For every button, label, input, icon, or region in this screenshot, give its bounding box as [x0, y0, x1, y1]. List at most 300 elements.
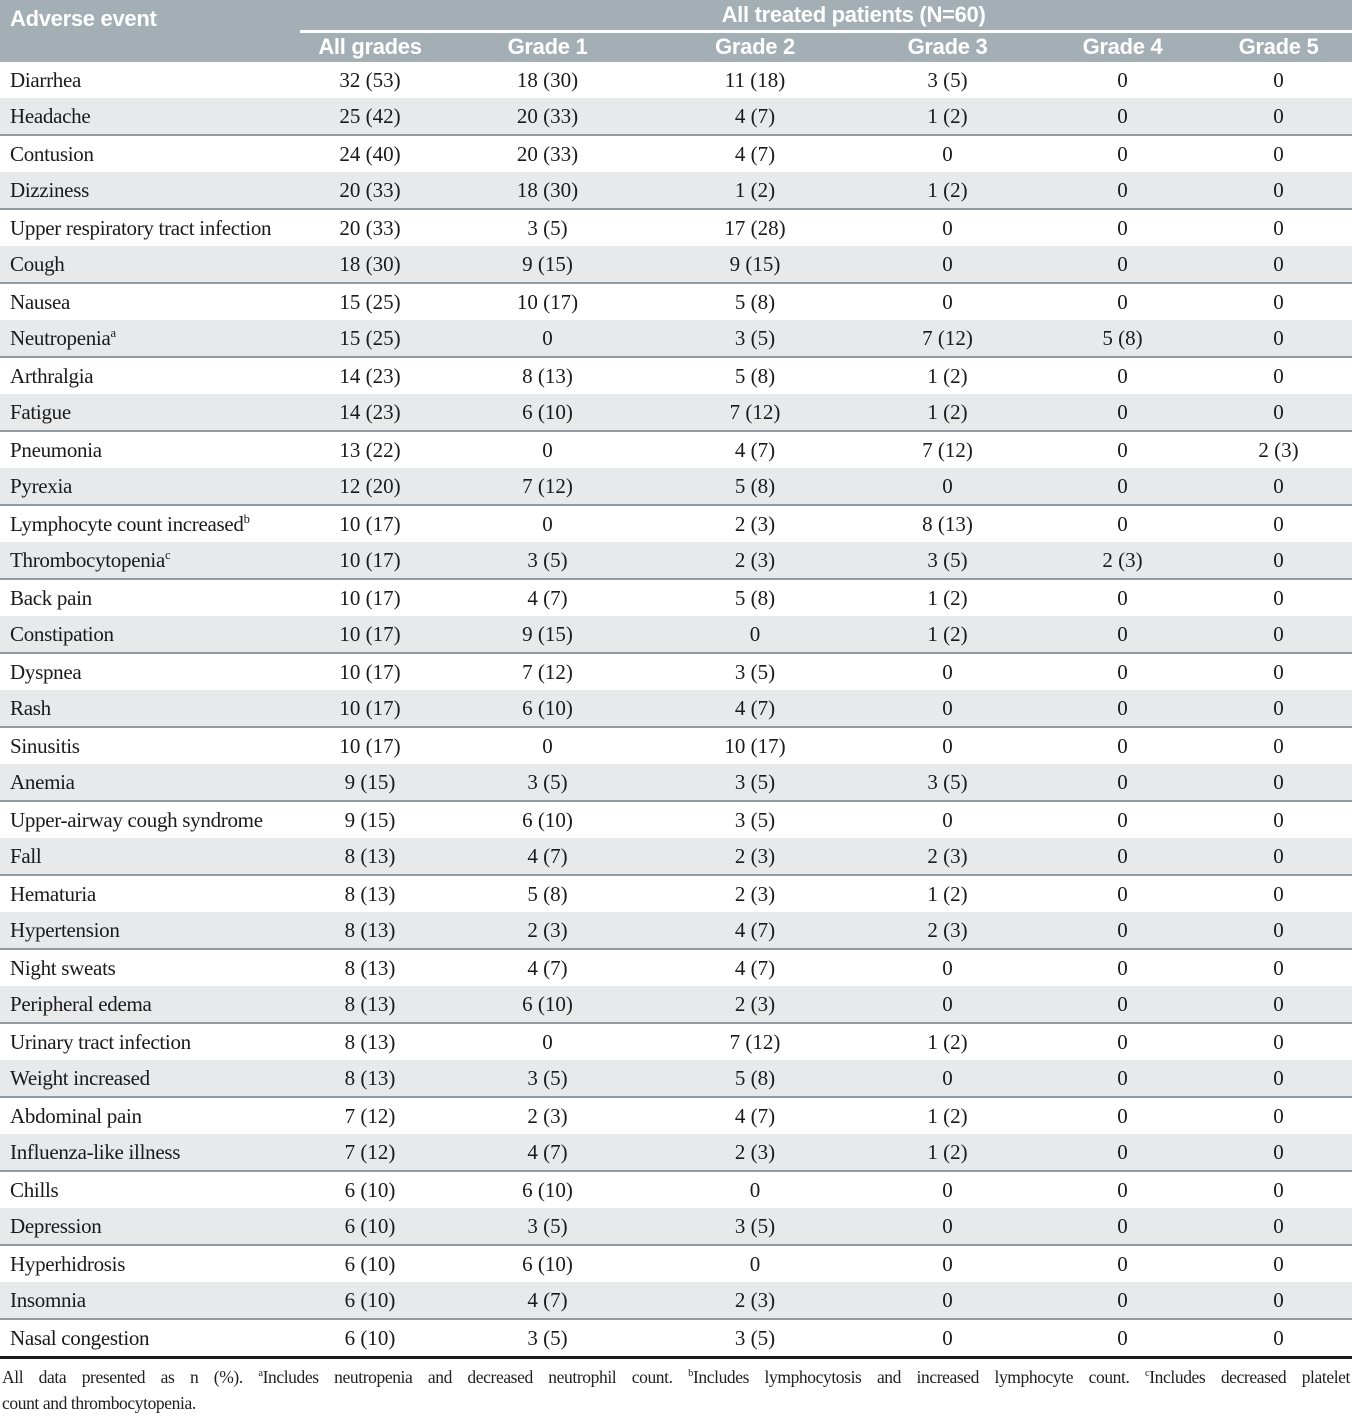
footnote-marker: c [165, 547, 171, 562]
value-cell: 1 (2) [855, 394, 1040, 431]
value-cell: 0 [1205, 690, 1352, 727]
column-header-all-grades: All grades [300, 32, 440, 63]
event-name-cell: Lymphocyte count increased$^b$ [0, 505, 300, 542]
value-cell: 5 (8) [1040, 320, 1205, 357]
table-row [0, 542, 1352, 579]
value-cell: 0 [855, 1245, 1040, 1282]
value-cell: 32 (53) [300, 62, 440, 98]
value-cell: 7 (12) [440, 468, 655, 505]
value-cell: 0 [1205, 912, 1352, 949]
value-cell: 0 [855, 1208, 1040, 1245]
table-row [0, 283, 1352, 320]
table-header [0, 0, 1352, 62]
event-name-cell: Constipation [0, 616, 300, 653]
value-cell: 1 (2) [855, 1097, 1040, 1134]
table-row [0, 172, 1352, 209]
value-cell: 0 [1040, 1060, 1205, 1097]
value-cell: 0 [1205, 727, 1352, 764]
value-cell: 0 [1040, 283, 1205, 320]
value-cell: 12 (20) [300, 468, 440, 505]
event-name-cell: Rash [0, 690, 300, 727]
value-cell: 4 (7) [440, 1282, 655, 1319]
value-cell: 0 [1205, 394, 1352, 431]
value-cell: 2 (3) [1040, 542, 1205, 579]
value-cell: 6 (10) [300, 1171, 440, 1208]
footnote-text: Includes decreased platelet [1149, 1367, 1350, 1387]
footnote-marker: a [258, 1368, 263, 1380]
event-name-cell: Dyspnea [0, 653, 300, 690]
value-cell: 0 [1040, 764, 1205, 801]
table-row [0, 468, 1352, 505]
table-row [0, 1245, 1352, 1282]
value-cell: 0 [440, 727, 655, 764]
event-name-cell: Cough [0, 246, 300, 283]
value-cell: 0 [1205, 505, 1352, 542]
table-body [0, 62, 1352, 1358]
value-cell: 0 [1205, 875, 1352, 912]
value-cell: 0 [1205, 209, 1352, 246]
value-cell: 7 (12) [655, 1023, 855, 1060]
table-row [0, 1171, 1352, 1208]
value-cell: 0 [1205, 1060, 1352, 1097]
value-cell: 5 (8) [440, 875, 655, 912]
value-cell: 0 [440, 431, 655, 468]
value-cell: 0 [655, 1245, 855, 1282]
value-cell: 8 (13) [300, 1023, 440, 1060]
event-name-cell: Upper-airway cough syndrome [0, 801, 300, 838]
column-header-adverse-event: Adverse event [0, 0, 300, 62]
value-cell: 0 [1205, 542, 1352, 579]
value-cell: 0 [855, 949, 1040, 986]
value-cell: 0 [440, 505, 655, 542]
value-cell: 3 (5) [440, 1319, 655, 1358]
value-cell: 0 [1040, 579, 1205, 616]
value-cell: 0 [1205, 1134, 1352, 1171]
value-cell: 0 [1040, 1319, 1205, 1358]
value-cell: 10 (17) [300, 542, 440, 579]
value-cell: 2 (3) [655, 875, 855, 912]
value-cell: 8 (13) [300, 1060, 440, 1097]
footnote-text: All data presented as n (%). [2, 1367, 259, 1387]
event-name-cell: Abdominal pain [0, 1097, 300, 1134]
table-row [0, 949, 1352, 986]
value-cell: 8 (13) [300, 949, 440, 986]
value-cell: 1 (2) [655, 172, 855, 209]
value-cell: 3 (5) [440, 1208, 655, 1245]
value-cell: 8 (13) [440, 357, 655, 394]
event-name-cell: Urinary tract infection [0, 1023, 300, 1060]
value-cell: 1 (2) [855, 1134, 1040, 1171]
value-cell: 13 (22) [300, 431, 440, 468]
value-cell: 0 [855, 727, 1040, 764]
event-name-cell: Upper respiratory tract infection [0, 209, 300, 246]
value-cell: 5 (8) [655, 283, 855, 320]
value-cell: 2 (3) [655, 1134, 855, 1171]
table-row [0, 1097, 1352, 1134]
event-name-cell: Hypertension [0, 912, 300, 949]
value-cell: 3 (5) [855, 542, 1040, 579]
value-cell: 0 [1040, 357, 1205, 394]
value-cell: 7 (12) [855, 320, 1040, 357]
value-cell: 0 [1205, 98, 1352, 135]
footnote [0, 1359, 1352, 1416]
value-cell: 8 (13) [300, 986, 440, 1023]
value-cell: 2 (3) [655, 542, 855, 579]
value-cell: 0 [1205, 1282, 1352, 1319]
event-name-cell: Pneumonia [0, 431, 300, 468]
value-cell: 0 [1040, 1134, 1205, 1171]
value-cell: 0 [855, 653, 1040, 690]
value-cell: 0 [1205, 949, 1352, 986]
event-name-cell: Arthralgia [0, 357, 300, 394]
footnote-marker: a [110, 325, 116, 340]
value-cell: 7 (12) [855, 431, 1040, 468]
value-cell: 0 [1040, 690, 1205, 727]
event-name-cell: Hematuria [0, 875, 300, 912]
value-cell: 0 [855, 1282, 1040, 1319]
value-cell: 0 [1205, 653, 1352, 690]
event-name-cell: Insomnia [0, 1282, 300, 1319]
column-header-grade-2: Grade 2 [655, 32, 855, 63]
value-cell: 3 (5) [655, 801, 855, 838]
table-row [0, 1319, 1352, 1358]
value-cell: 4 (7) [440, 1134, 655, 1171]
value-cell: 7 (12) [300, 1097, 440, 1134]
value-cell: 0 [1040, 172, 1205, 209]
value-cell: 2 (3) [655, 986, 855, 1023]
value-cell: 9 (15) [440, 246, 655, 283]
table-row [0, 838, 1352, 875]
value-cell: 0 [1205, 357, 1352, 394]
value-cell: 9 (15) [300, 764, 440, 801]
event-name-cell: Sinusitis [0, 727, 300, 764]
event-name-cell: Pyrexia [0, 468, 300, 505]
value-cell: 0 [1040, 1208, 1205, 1245]
value-cell: 0 [1040, 1097, 1205, 1134]
value-cell: 0 [1205, 1171, 1352, 1208]
value-cell: 7 (12) [300, 1134, 440, 1171]
table-row [0, 246, 1352, 283]
value-cell: 20 (33) [300, 209, 440, 246]
value-cell: 0 [1205, 764, 1352, 801]
header-group-row [0, 0, 1352, 32]
event-name-cell: Night sweats [0, 949, 300, 986]
event-name-cell: Influenza-like illness [0, 1134, 300, 1171]
event-name-cell: Weight increased [0, 1060, 300, 1097]
value-cell: 0 [1040, 135, 1205, 172]
value-cell: 0 [855, 468, 1040, 505]
event-name-cell: Dizziness [0, 172, 300, 209]
value-cell: 1 (2) [855, 875, 1040, 912]
value-cell: 2 (3) [855, 912, 1040, 949]
value-cell: 0 [1040, 838, 1205, 875]
value-cell: 0 [1040, 616, 1205, 653]
value-cell: 8 (13) [855, 505, 1040, 542]
table-row [0, 727, 1352, 764]
value-cell: 0 [1205, 1023, 1352, 1060]
value-cell: 0 [1040, 949, 1205, 986]
value-cell: 0 [1205, 801, 1352, 838]
value-cell: 2 (3) [1205, 431, 1352, 468]
value-cell: 0 [1205, 320, 1352, 357]
value-cell: 14 (23) [300, 357, 440, 394]
footnote-marker: c [1144, 1368, 1150, 1380]
value-cell: 6 (10) [300, 1245, 440, 1282]
event-name-cell: Fatigue [0, 394, 300, 431]
value-cell: 3 (5) [440, 209, 655, 246]
value-cell: 5 (8) [655, 579, 855, 616]
value-cell: 10 (17) [300, 653, 440, 690]
value-cell: 3 (5) [655, 1319, 855, 1358]
value-cell: 0 [1040, 912, 1205, 949]
value-cell: 5 (8) [655, 468, 855, 505]
value-cell: 6 (10) [300, 1208, 440, 1245]
value-cell: 1 (2) [855, 172, 1040, 209]
value-cell: 25 (42) [300, 98, 440, 135]
value-cell: 6 (10) [440, 986, 655, 1023]
event-name-cell: Headache [0, 98, 300, 135]
value-cell: 4 (7) [440, 838, 655, 875]
event-name-cell: Fall [0, 838, 300, 875]
value-cell: 10 (17) [300, 579, 440, 616]
value-cell: 0 [1040, 431, 1205, 468]
value-cell: 0 [440, 1023, 655, 1060]
event-name-cell: Neutropenia$^a$ [0, 320, 300, 357]
value-cell: 0 [655, 616, 855, 653]
value-cell: 0 [1205, 986, 1352, 1023]
value-cell: 6 (10) [440, 1171, 655, 1208]
table-row [0, 135, 1352, 172]
table-row [0, 431, 1352, 468]
footnote-marker: b [243, 511, 250, 526]
table-row [0, 1282, 1352, 1319]
event-name-cell: Nausea [0, 283, 300, 320]
value-cell: 0 [855, 1060, 1040, 1097]
footnote-text: Includes neutropenia and decreased neutrophil count. [262, 1367, 689, 1387]
value-cell: 4 (7) [655, 98, 855, 135]
table-row [0, 320, 1352, 357]
table-row [0, 1134, 1352, 1171]
value-cell: 10 (17) [440, 283, 655, 320]
value-cell: 0 [1205, 246, 1352, 283]
value-cell: 20 (33) [440, 135, 655, 172]
value-cell: 6 (10) [440, 801, 655, 838]
value-cell: 4 (7) [655, 431, 855, 468]
value-cell: 3 (5) [655, 1208, 855, 1245]
value-cell: 0 [1040, 727, 1205, 764]
value-cell: 6 (10) [440, 394, 655, 431]
value-cell: 17 (28) [655, 209, 855, 246]
value-cell: 0 [1205, 172, 1352, 209]
column-header-grade-4: Grade 4 [1040, 32, 1205, 63]
value-cell: 15 (25) [300, 320, 440, 357]
value-cell: 0 [440, 320, 655, 357]
value-cell: 0 [1040, 986, 1205, 1023]
value-cell: 1 (2) [855, 579, 1040, 616]
value-cell: 0 [1205, 1097, 1352, 1134]
table-row [0, 357, 1352, 394]
table-row [0, 505, 1352, 542]
value-cell: 4 (7) [655, 690, 855, 727]
value-cell: 1 (2) [855, 1023, 1040, 1060]
value-cell: 1 (2) [855, 98, 1040, 135]
value-cell: 4 (7) [655, 949, 855, 986]
value-cell: 2 (3) [655, 1282, 855, 1319]
value-cell: 6 (10) [300, 1319, 440, 1358]
value-cell: 8 (13) [300, 875, 440, 912]
value-cell: 20 (33) [300, 172, 440, 209]
value-cell: 0 [1040, 246, 1205, 283]
value-cell: 1 (2) [855, 357, 1040, 394]
value-cell: 5 (8) [655, 1060, 855, 1097]
table-row [0, 616, 1352, 653]
value-cell: 3 (5) [440, 1060, 655, 1097]
value-cell: 0 [1040, 1245, 1205, 1282]
value-cell: 7 (12) [440, 653, 655, 690]
value-cell: 2 (3) [440, 1097, 655, 1134]
value-cell: 24 (40) [300, 135, 440, 172]
value-cell: 2 (3) [855, 838, 1040, 875]
value-cell: 0 [1205, 1245, 1352, 1282]
footnote-marker: b [688, 1368, 693, 1380]
value-cell: 0 [1040, 1282, 1205, 1319]
value-cell: 3 (5) [655, 764, 855, 801]
event-name-cell: Depression [0, 1208, 300, 1245]
value-cell: 3 (5) [855, 62, 1040, 98]
value-cell: 8 (13) [300, 912, 440, 949]
value-cell: 4 (7) [440, 949, 655, 986]
value-cell: 0 [855, 135, 1040, 172]
value-cell: 0 [1040, 801, 1205, 838]
footnote-line-1 [2, 1364, 1350, 1390]
value-cell: 3 (5) [855, 764, 1040, 801]
event-name-cell: Chills [0, 1171, 300, 1208]
value-cell: 3 (5) [655, 320, 855, 357]
value-cell: 0 [855, 986, 1040, 1023]
table-row [0, 875, 1352, 912]
value-cell: 0 [855, 801, 1040, 838]
value-cell: 0 [1205, 616, 1352, 653]
value-cell: 8 (13) [300, 838, 440, 875]
value-cell: 14 (23) [300, 394, 440, 431]
value-cell: 18 (30) [300, 246, 440, 283]
value-cell: 3 (5) [655, 653, 855, 690]
value-cell: 0 [1040, 1023, 1205, 1060]
value-cell: 0 [1040, 468, 1205, 505]
value-cell: 4 (7) [655, 1097, 855, 1134]
value-cell: 0 [1040, 62, 1205, 98]
table-row [0, 98, 1352, 135]
value-cell: 0 [855, 209, 1040, 246]
value-cell: 10 (17) [655, 727, 855, 764]
value-cell: 0 [855, 246, 1040, 283]
value-cell: 0 [1205, 62, 1352, 98]
value-cell: 9 (15) [440, 616, 655, 653]
event-name-cell: Thrombocytopenia$^c$ [0, 542, 300, 579]
event-name-cell: Nasal congestion [0, 1319, 300, 1358]
table-row [0, 764, 1352, 801]
value-cell: 0 [655, 1171, 855, 1208]
event-name-cell: Contusion [0, 135, 300, 172]
value-cell: 0 [1040, 505, 1205, 542]
value-cell: 9 (15) [300, 801, 440, 838]
value-cell: 0 [1205, 135, 1352, 172]
value-cell: 0 [855, 1171, 1040, 1208]
event-name-cell: Diarrhea [0, 62, 300, 98]
value-cell: 6 (10) [440, 1245, 655, 1282]
value-cell: 0 [1040, 1171, 1205, 1208]
value-cell: 7 (12) [655, 394, 855, 431]
table-row [0, 1060, 1352, 1097]
column-header-grade-5: Grade 5 [1205, 32, 1352, 63]
value-cell: 6 (10) [300, 1282, 440, 1319]
value-cell: 0 [855, 690, 1040, 727]
value-cell: 0 [1040, 653, 1205, 690]
value-cell: 10 (17) [300, 616, 440, 653]
value-cell: 0 [1040, 98, 1205, 135]
footnote-text: Includes lymphocytosis and increased lymphocyte count. [692, 1367, 1145, 1387]
table-row [0, 801, 1352, 838]
value-cell: 2 (3) [655, 505, 855, 542]
value-cell: 3 (5) [440, 542, 655, 579]
table-row [0, 912, 1352, 949]
value-cell: 3 (5) [440, 764, 655, 801]
value-cell: 10 (17) [300, 505, 440, 542]
event-name-cell: Anemia [0, 764, 300, 801]
value-cell: 0 [1205, 468, 1352, 505]
value-cell: 9 (15) [655, 246, 855, 283]
table-row [0, 579, 1352, 616]
value-cell: 4 (7) [655, 135, 855, 172]
table-row [0, 653, 1352, 690]
value-cell: 20 (33) [440, 98, 655, 135]
table-row [0, 62, 1352, 98]
table-row [0, 1208, 1352, 1245]
value-cell: 0 [1205, 1319, 1352, 1358]
value-cell: 11 (18) [655, 62, 855, 98]
value-cell: 0 [1205, 1208, 1352, 1245]
table-row [0, 209, 1352, 246]
value-cell: 0 [855, 1319, 1040, 1358]
event-name-cell: Back pain [0, 579, 300, 616]
value-cell: 6 (10) [440, 690, 655, 727]
value-cell: 0 [1040, 394, 1205, 431]
value-cell: 0 [1205, 838, 1352, 875]
value-cell: 0 [1205, 283, 1352, 320]
value-cell: 10 (17) [300, 727, 440, 764]
value-cell: 0 [1205, 579, 1352, 616]
value-cell: 4 (7) [655, 912, 855, 949]
event-name-cell: Hyperhidrosis [0, 1245, 300, 1282]
table-row [0, 986, 1352, 1023]
column-group-header-all-treated-patients: All treated patients (N=60) [300, 0, 1352, 32]
value-cell: 5 (8) [655, 357, 855, 394]
footnote-line-2: count and thrombocytopenia. [2, 1393, 196, 1413]
value-cell: 15 (25) [300, 283, 440, 320]
value-cell: 10 (17) [300, 690, 440, 727]
table-row [0, 394, 1352, 431]
value-cell: 0 [1040, 875, 1205, 912]
column-header-grade-3: Grade 3 [855, 32, 1040, 63]
value-cell: 2 (3) [655, 838, 855, 875]
value-cell: 18 (30) [440, 62, 655, 98]
value-cell: 1 (2) [855, 616, 1040, 653]
value-cell: 0 [1040, 209, 1205, 246]
table-row [0, 1023, 1352, 1060]
table-row [0, 690, 1352, 727]
value-cell: 4 (7) [440, 579, 655, 616]
value-cell: 0 [855, 283, 1040, 320]
